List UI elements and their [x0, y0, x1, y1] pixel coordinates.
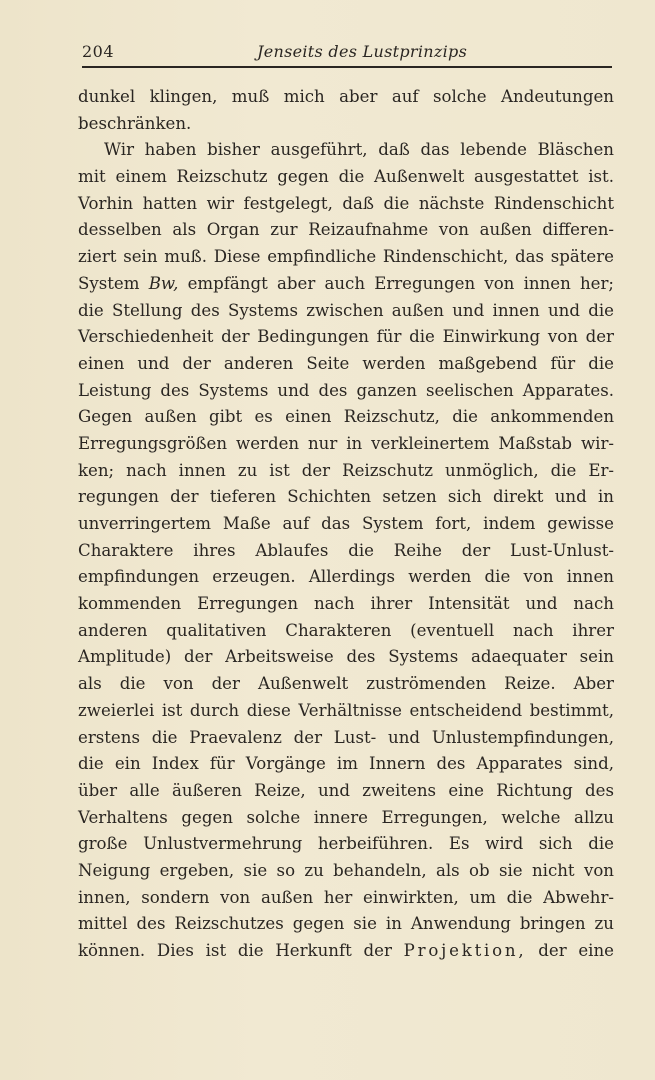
- text-line: Erregungsgrößen werden nur in verkleinertem Maßstab wir-: [78, 433, 614, 453]
- text-line: Leistung des Systems und des ganzen seelischen Apparates.: [78, 380, 614, 400]
- text-segment: der eine: [538, 941, 614, 960]
- text-line: kommenden Erregungen nach ihrer Intensität und nach: [78, 594, 614, 614]
- text-segment: System: [78, 273, 140, 293]
- text-line: [78, 271, 614, 298]
- text-line: unverringertem Maße auf das System fort, indem gewisse: [78, 514, 614, 533]
- text-line: Verhaltens gegen solche innere Erregungen, welche allzu: [78, 807, 614, 827]
- text-segment: empfängt aber auch Erregungen von innen her;: [187, 273, 614, 293]
- body-text: [78, 84, 614, 965]
- italic-term: Bw,: [148, 273, 179, 293]
- text-line: mit einem Reizschutz gegen die Außenwelt ausgestattet ist.: [78, 167, 614, 187]
- text-line: innen, sondern von außen her einwirkten, um die Abwehr-: [78, 887, 614, 907]
- text-line: über alle äußeren Reize, und zweitens eine Richtung des: [78, 780, 614, 800]
- text-line: Neigung ergeben, sie so zu behandeln, als ob sie nicht von: [78, 860, 614, 880]
- text-line: Amplitude) der Arbeitsweise des Systems adaequater sein: [78, 647, 614, 667]
- text-line: Wir haben bisher ausgeführt, daß das lebende Bläschen: [104, 140, 614, 160]
- text-line: empfindungen erzeugen. Allerdings werden die von innen: [78, 567, 614, 587]
- text-line: dunkel klingen, muß mich aber auf solche Andeutungen: [78, 87, 614, 106]
- text-line: einen und der anderen Seite werden maßgebend für die: [78, 353, 614, 373]
- text-line: erstens die Praevalenz der Lust- und Unlustempfindungen,: [78, 727, 614, 747]
- text-line: die ein Index für Vorgänge im Innern des Apparates sind,: [78, 754, 614, 774]
- text-line: Verschiedenheit der Bedingungen für die Einwirkung von der: [78, 327, 614, 347]
- text-line: mittel des Reizschutzes gegen sie in Anwendung bringen zu: [78, 914, 614, 934]
- text-line: anderen qualitativen Charakteren (eventuell nach ihrer: [78, 620, 614, 640]
- text-line: große Unlustvermehrung herbeiführen. Es wird sich die: [78, 834, 614, 854]
- page-header: [82, 40, 612, 66]
- text-line: Charaktere ihres Ablaufes die Reihe der Lust-Unlust-: [78, 540, 614, 560]
- text-line: Vorhin hatten wir festgelegt, daß die nächste Rindenschicht: [78, 193, 614, 213]
- text-line: die Stellung des Systems zwischen außen und innen und die: [78, 300, 614, 320]
- text-segment: können. Dies ist die Herkunft der: [78, 941, 392, 960]
- page-number: 204: [82, 42, 115, 61]
- text-line: beschränken.: [78, 113, 192, 133]
- spaced-term: Projektion,: [403, 941, 527, 960]
- text-line: als die von der Außenwelt zuströmenden Reize. Aber: [78, 674, 614, 694]
- text-line: ken; nach innen zu ist der Reizschutz unmöglich, die Er-: [78, 460, 614, 480]
- text-line: regungen der tieferen Schichten setzen sich direkt und in: [78, 487, 614, 507]
- text-line: zweierlei ist durch diese Verhältnisse entscheidend bestimmt,: [78, 700, 614, 720]
- text-line: desselben als Organ zur Reizaufnahme von außen differen-: [78, 220, 614, 240]
- header-rule: [82, 66, 612, 68]
- text-line: Gegen außen gibt es einen Reizschutz, die ankommenden: [78, 407, 614, 427]
- text-line: [78, 938, 614, 965]
- text-line: ziert sein muß. Diese empfindliche Rindenschicht, das spätere: [78, 247, 614, 267]
- running-title: Jenseits des Lustprinzips: [257, 42, 468, 61]
